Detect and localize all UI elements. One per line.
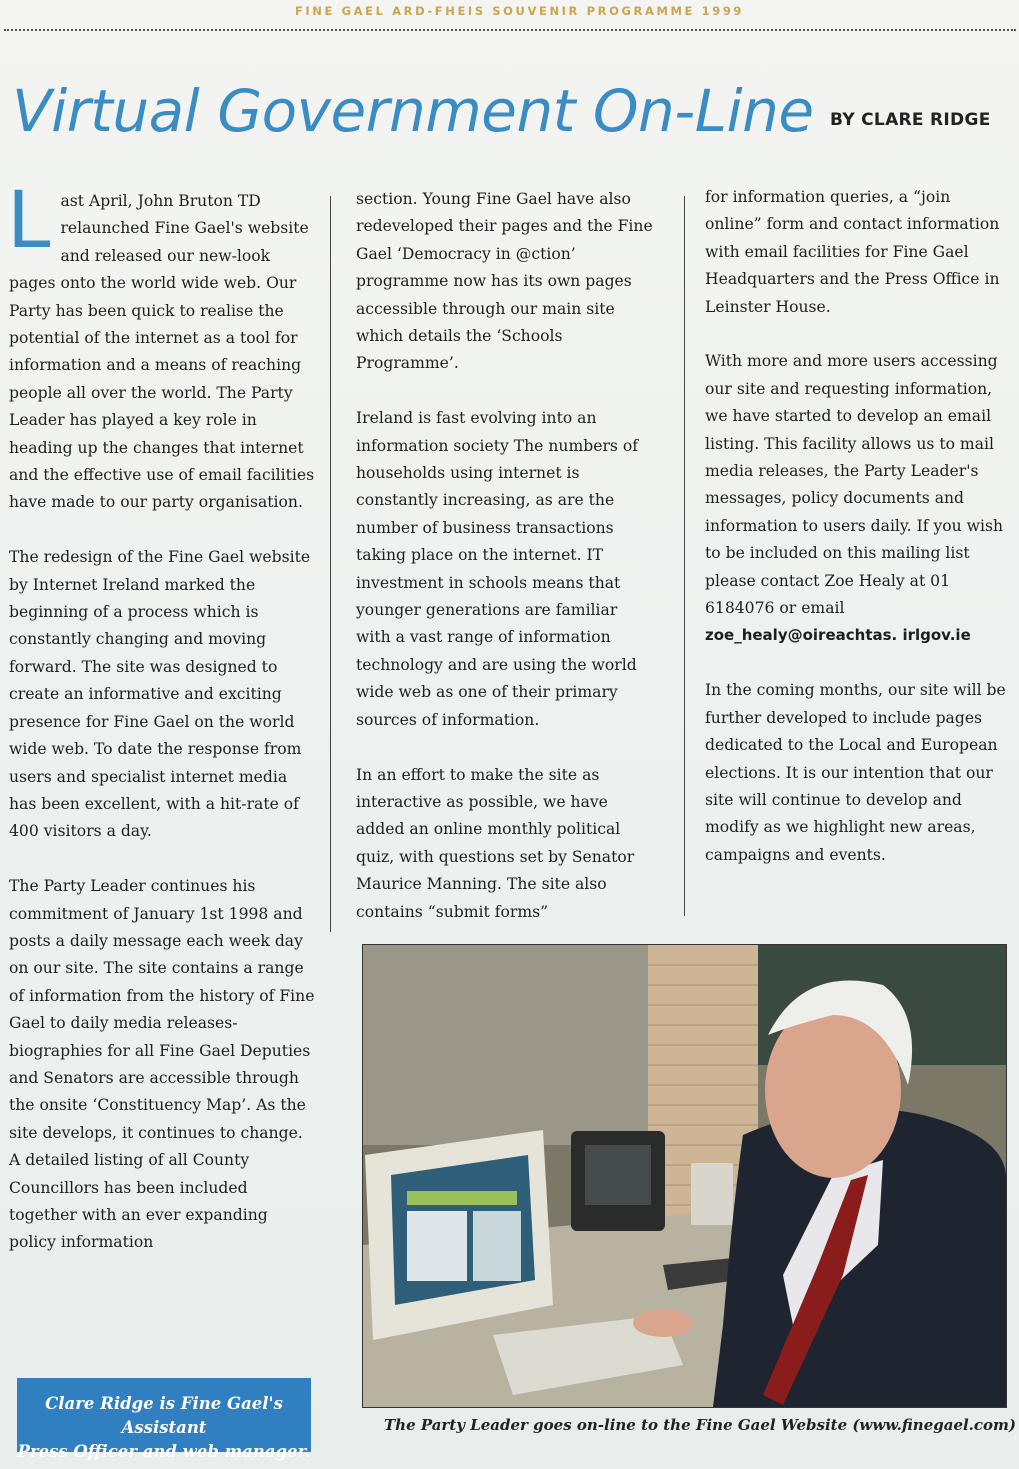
paragraph: In an effort to make the site as interactive as possible, we have added an online monthly political quiz, with questions set by Senator Maurice Manning. The site also contains “submit forms” <box>356 765 635 921</box>
article-column-3 <box>705 184 1011 897</box>
paragraph: The Party Leader continues his commitment of January 1st 1998 and posts a daily message each week day on our site. The site contains a range of information from the history of Fine Gael to daily media releases-biographies for all Fine Gael Deputies and Senators are accessible through the onsite ‘Constituency Map’. As the site develops, it continues to change. A detailed listing of all County Councillors has been included together with an ever expanding policy information <box>9 877 315 1252</box>
paragraph <box>705 348 1011 649</box>
running-header <box>0 0 1019 22</box>
header-divider <box>4 29 1016 31</box>
contact-email: zoe_healy@oireachtas. irlgov.ie <box>705 626 971 645</box>
column-divider <box>684 196 685 916</box>
article-photo <box>362 944 1007 1408</box>
article-byline: BY CLARE RIDGE <box>830 110 991 130</box>
paragraph: In the coming months, our site will be further developed to include pages dedicated to the Local and European elections. It is our intention that our site will continue to develop and modify as we highlight new areas, campaigns and events. <box>705 681 1006 864</box>
author-bio-line: Press Officer and web manager. <box>17 1442 311 1461</box>
article-column-1 <box>7 176 315 1284</box>
article-column-2 <box>356 186 656 953</box>
column-divider <box>330 196 331 932</box>
photo-caption: The Party Leader goes on-line to the Fine Gael Website (www.finegael.com) <box>384 1416 1017 1434</box>
drop-cap: L <box>7 176 51 266</box>
paragraph-text: With more and more users accessing our site and requesting information, we have started to develop an email listing. This facility allows us to mail media releases, the Party Leader's messages, policy documents and information to users daily. If you wish to be included on this mailing list please contact Zoe Healy at 01 6184076 or email <box>705 352 1004 618</box>
paragraph-text: ast April, John Bruton TD relaunched Fine Gael's website and released our new-look pages onto the world wide web. Our Party has been quick to realise the potential of the internet as a tool for information and a means of reaching people all over the world. The Party Leader has played a key role in heading up the changes that internet and the effective use of email facilities have made to our party organisation. <box>9 192 315 512</box>
article-title: Virtual Government On-Line <box>12 77 814 145</box>
author-bio-box <box>17 1378 311 1461</box>
paragraph <box>7 176 315 517</box>
photo-illustration <box>363 945 1006 1407</box>
paragraph: for information queries, a “join online” form and contact information with email facilities for Fine Gael Headquarters and the Press Office in Leinster House. <box>705 188 1000 316</box>
author-bio-line: Clare Ridge is Fine Gael's Assistant <box>45 1394 283 1437</box>
running-header-text: FINE GAEL ARD-FHEIS SOUVENIR PROGRAMME 1999 <box>294 4 745 18</box>
paragraph: The redesign of the Fine Gael website by Internet Ireland marked the beginning of a process which is constantly changing and moving forward. The site was designed to create an informative and exciting presence for Fine Gael on the world wide web. To date the response from users and specialist internet media has been excellent, with a hit-rate of 400 visitors a day. <box>9 548 311 841</box>
paragraph: Ireland is fast evolving into an information society The numbers of households using internet is constantly increasing, as are the number of business transactions taking place on the internet. IT investment in schools means that younger generations are familiar with a vast range of information technology and are using the world wide web as one of their primary sources of information. <box>356 409 639 729</box>
paragraph: section. Young Fine Gael have also redeveloped their pages and the Fine Gael ‘Democracy in @ction’ programme now has its own pages accessible through our main site which details the ‘Schools Programme’. <box>356 190 653 373</box>
